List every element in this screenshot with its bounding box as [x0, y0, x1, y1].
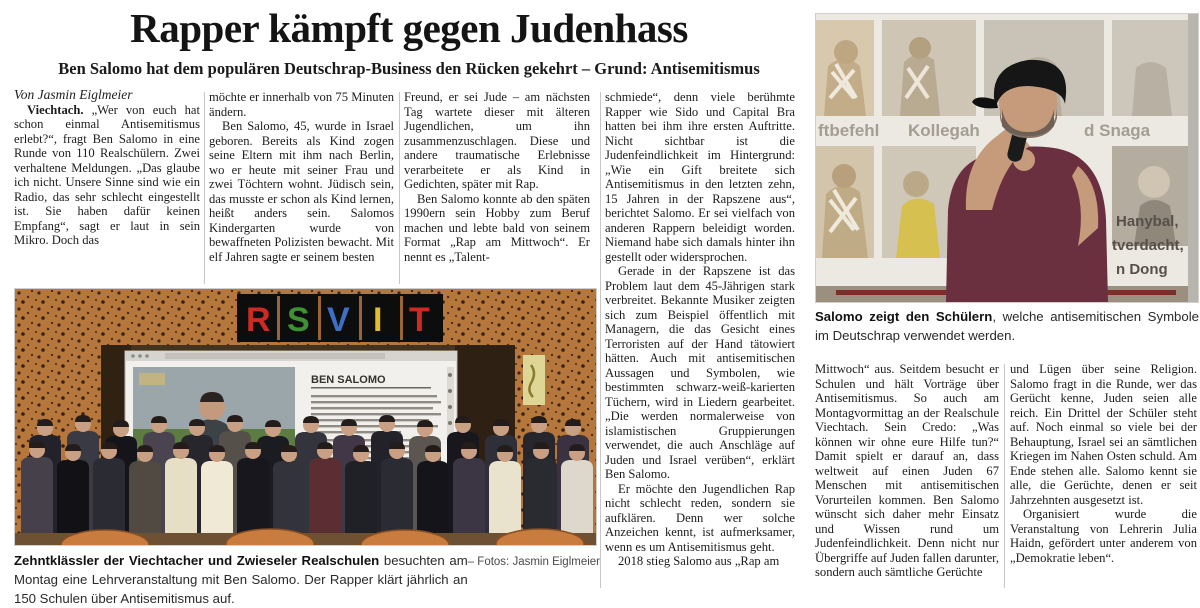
paragraph-text: „Wer von euch hat schon einmal Antisemitismus erlebt?“, fragt Ben Salomo in eine Runde von 110 Realschülern. Zwei verhaltene Meldungen. „Das glaube ich nicht. Unsere Sinne sind wie ein Radio, das sehr schlecht eingestellt ist. Sie haben dafür keinen Empfang“, sagt er laut in sein Mikro. Doch das — [14, 102, 200, 247]
slide-label-verdacht: tverdacht, — [1112, 237, 1184, 254]
text-column-2 — [209, 90, 394, 264]
slide-label-hanybal: Hanybal, — [1116, 213, 1179, 230]
paragraph: möchte er innerhalb von 75 Minuten ändern. — [209, 90, 394, 119]
letter-i: I — [373, 301, 383, 339]
paragraph: Gerade in der Rapszene ist das Problem laut dem 45-Jährigen stark verbreitet. Bekannte Musiker zeigten sich zum Beispiel öffentlich mit Managern, die das Gesicht eines Terroristen auf der Hand tätowiert hätten. Auch mit antisemitischen Aussagen und Symbolen, wie bestimmten schwarz-weiß-karierten Tüchern, wird in Liedern gearbeitet. „Die werden normalerweise von islamistischen Gruppierungen verwendet, die auch Anschläge auf Juden und Israel verüben“, erklärt Ben Salomo. — [605, 264, 795, 481]
caption-lead: Zehntklässler der Viechtacher und Zwieseler Realschulen — [14, 553, 380, 568]
slide-label-dong: n Dong — [1116, 261, 1168, 278]
page-subtitle: Ben Salomo hat dem populären Deutschrap-Business den Rücken gekehrt – Grund: Antisemitismus — [58, 59, 760, 78]
photo-credit: – Fotos: Jasmin Eiglmeier — [467, 556, 600, 568]
caption-text: , welche antisemitischen Symbole im Deutschrap verwendet werden. — [815, 309, 1199, 343]
paragraph: Mittwoch“ aus. Seitdem besucht er Schulen und hält Vorträge über Antisemitismus. So auch am Montagvormittag an der Realschule Viechtach. Sein Credo: „Was können wir ohne eure Hilfe tun?“ Damit spielt er darauf an, dass weltweit auf einen Juden 67 Menschen mit antisemitischen Vorurteilen kommen. Ben Salomo wünscht sich daher mehr Einsatz und Wissen rund um Judenfeindlichkeit. Denn nicht nur Übergriffe auf Juden fallen darunter, sondern auch sämtliche Gerüchte — [815, 362, 1000, 579]
paragraph — [14, 103, 200, 248]
column-rule — [204, 92, 205, 284]
page-title: Rapper kämpft gegen Judenhass — [130, 5, 688, 51]
slide-label-haftbefehl: ftbefehl — [818, 121, 880, 140]
paragraph: Organisiert wurde die Veranstaltung von Lehrerin Julia Haidn, gefördert unter anderem von „Demokratie leben“. — [1010, 507, 1197, 565]
text-column-3 — [404, 90, 590, 264]
webpage-heading: BEN SALOMO — [311, 374, 386, 386]
text-column-1 — [14, 88, 200, 248]
caption-lead: Salomo zeigt den Schülern — [815, 309, 993, 324]
paragraph: Er möchte den Jugendlichen Rap nicht schlecht reden, sondern sie aufklären. Denn wer solche Anzeichen kennt, ist aufmerksamer, wenn es um Antisemitismus geht. — [605, 481, 795, 554]
left-photo-caption — [14, 551, 600, 608]
slide-label-snaga: d Snaga — [1084, 121, 1151, 140]
letter-r: R — [246, 301, 271, 339]
rsvit-letter-banner — [237, 294, 443, 342]
letter-t: T — [409, 301, 430, 339]
column-rule — [600, 92, 601, 588]
text-column-6 — [1010, 362, 1197, 565]
speaker-photo — [815, 13, 1199, 303]
column-rule — [1004, 364, 1005, 588]
wall-poster — [523, 355, 545, 405]
paragraph: schmiede“, denn viele berühmte Rapper wie Sido und Capital Bra hatten bei ihm ihre ersten Auftritte. Nicht sichtbar ist die Judenfeindlichkeit im Hintergrund: „Wie ein Gift breitete sich Antisemitismus in den letzten zehn, 15 Jahren in der Rapszene aus“, berichtet Salomo. Er sei vielfach von anderen Rappern beleidigt worden. Niemand habe sich damals hinter ihn gestellt oder widersprochen. — [605, 90, 795, 264]
paragraph: Ben Salomo, 45, wurde in Israel geboren. Bereits als Kind zogen seine Eltern mit ihm nach Berlin, wo er heute mit seiner Frau und zwei Töchtern wohnt. Jüdisch sein, das musste er schon als Kind lernen, heißt anders sein. Salomos Kindergarten wurde von bewaffneten Polizisten bewacht. Mit elf Jahren sagte er seinem besten — [209, 119, 394, 264]
slide-label-kollegah: Kollegah — [908, 121, 980, 140]
caption-text: besuchten am Montag eine Lehrveranstaltung mit Ben Salomo. Der Rapper klärt jährlich an 150 Schulen über Antisemitismus auf. — [14, 553, 468, 606]
letter-v: V — [327, 301, 350, 339]
byline: Von Jasmin Eiglmeier — [14, 87, 133, 102]
text-column-4 — [605, 90, 795, 569]
letter-s: S — [287, 301, 310, 339]
group-photo-illustration — [15, 289, 596, 545]
speaker-photo-illustration — [816, 14, 1198, 302]
group-photo — [14, 288, 597, 546]
dateline: Viechtach. — [27, 102, 84, 117]
paragraph: Ben Salomo konnte ab den späten 1990ern sein Hobby zum Beruf machen und lebte bald von seinem Format „Rap am Mittwoch“. Er nennt es „Talent- — [404, 191, 590, 264]
paragraph: Freund, er sei Jude – am nächsten Tag wartete dieser mit älteren Jugendlichen, um ihn zusammenzuschlagen. Diese und andere traumatische Erlebnisse verarbeitete er als Kind in Gedichten, später mit Rap. — [404, 90, 590, 191]
text-column-5 — [815, 362, 999, 580]
paragraph: und Lügen über seine Religion. Salomo fragt in die Runde, wer das Gerücht kenne, Juden seien alle reich. Ein Drittel der Schüler steht auf. Noch einmal so viele bei der Behauptung, Israel sei an sämtlichen Kriegen im Nahen Osten schuld. Am Ende stehen alle. Salomo kennt sie alle, die Gerüchte, denen er seit Jahrzehnten ausgesetzt ist. — [1010, 362, 1197, 507]
column-rule — [399, 92, 400, 284]
right-photo-caption — [815, 307, 1199, 345]
paragraph: 2018 stieg Salomo aus „Rap am — [618, 554, 780, 568]
